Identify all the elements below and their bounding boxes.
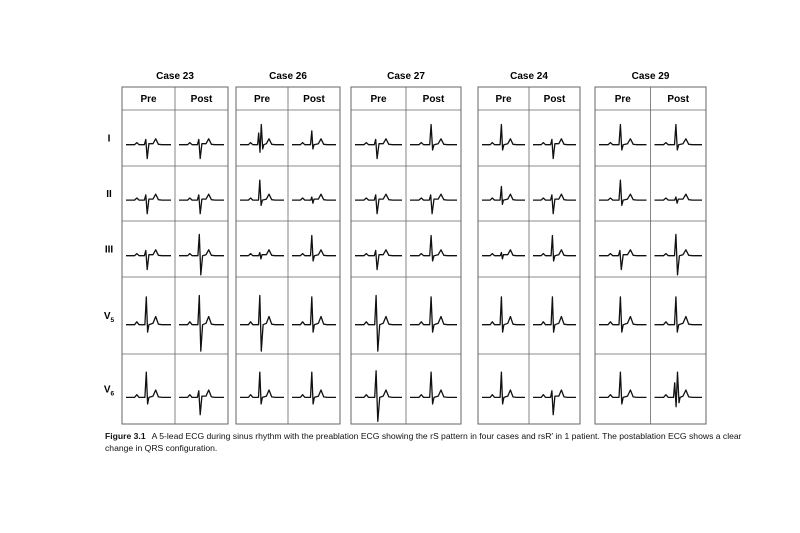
ecg-trace-pre <box>599 250 647 270</box>
ecg-trace-post <box>533 194 576 214</box>
pre-label: Pre <box>495 94 512 105</box>
post-label: Post <box>190 94 213 105</box>
lead-label: $V_6$ <box>103 384 115 398</box>
ecg-trace-pre <box>599 372 647 404</box>
post-label: Post <box>422 94 445 105</box>
ecg-trace-post <box>179 139 224 159</box>
ecg-trace-post <box>655 372 703 407</box>
lead-subscript: 5 <box>110 317 115 324</box>
lead-subscript: 6 <box>110 390 115 398</box>
caption-text: A 5-lead ECG during sinus rhythm with the preablation ECG showing the rS pattern in four cases and rsR′ in 1 patient. The postablation ECG shows a clear change in QRS configuration. <box>105 431 742 453</box>
ecg-trace-pre <box>355 139 402 159</box>
ecg-trace-pre <box>355 250 402 270</box>
ecg-trace-post <box>410 194 457 214</box>
ecg-trace-post <box>655 194 703 203</box>
case-title: Case 29 <box>631 71 670 82</box>
ecg-trace-pre <box>482 297 525 332</box>
lead-label: III <box>104 244 114 256</box>
ecg-trace-post <box>292 372 336 404</box>
ecg-trace-pre <box>482 187 525 205</box>
figure-caption <box>105 430 745 454</box>
ecg-trace-post <box>292 236 336 262</box>
ecg-trace-pre <box>599 125 647 151</box>
ecg-trace-post <box>292 131 336 149</box>
ecg-trace-pre <box>240 125 284 153</box>
ecg-trace-pre <box>126 297 171 332</box>
ecg-trace-post <box>410 236 457 262</box>
ecg-trace-pre <box>482 250 525 259</box>
lead-label: II <box>106 189 112 200</box>
case-title: Case 23 <box>156 71 194 82</box>
lead-labels <box>104 134 115 398</box>
ecg-trace-post <box>179 194 224 214</box>
caption-label: Figure 3.1 <box>105 431 146 441</box>
ecg-trace-post <box>179 234 224 275</box>
ecg-trace-post <box>179 390 224 415</box>
ecg-trace-post <box>410 372 457 404</box>
case-block <box>595 71 706 424</box>
ecg-trace-pre <box>126 139 171 159</box>
ecg-trace-pre <box>240 372 284 404</box>
pre-label: Pre <box>253 94 271 105</box>
case-groups <box>122 71 706 424</box>
case-title: Case 24 <box>510 71 548 82</box>
post-label: Post <box>303 94 325 105</box>
ecg-trace-post <box>292 297 336 332</box>
ecg-trace-post <box>179 296 224 352</box>
ecg-trace-post <box>292 194 336 203</box>
ecg-trace-pre <box>240 250 284 259</box>
ecg-trace-post <box>655 234 703 275</box>
ecg-trace-pre <box>599 297 647 332</box>
case-block <box>478 71 580 424</box>
case-title: Case 26 <box>269 71 307 82</box>
ecg-trace-pre <box>126 250 171 270</box>
ecg-trace-post <box>655 125 703 151</box>
pre-label: Pre <box>140 94 157 105</box>
pre-label: Pre <box>370 94 387 105</box>
ecg-trace-post <box>410 125 457 151</box>
ecg-trace-post <box>533 139 576 159</box>
ecg-trace-pre <box>355 296 402 352</box>
ecg-trace-post <box>533 390 576 415</box>
ecg-trace-post <box>655 297 703 332</box>
ecg-trace-post <box>533 236 576 262</box>
case-title: Case 27 <box>387 71 425 82</box>
ecg-trace-pre <box>126 372 171 404</box>
ecg-trace-pre <box>355 194 402 214</box>
lead-label: I <box>107 133 111 145</box>
ecg-trace-pre <box>240 296 284 352</box>
case-block <box>122 71 228 424</box>
lead-label: $V_5$ <box>103 311 115 324</box>
pre-label: Pre <box>614 94 631 105</box>
case-block <box>236 71 340 424</box>
ecg-trace-post <box>410 297 457 332</box>
post-label: Post <box>543 94 566 105</box>
ecg-trace-pre <box>482 372 525 404</box>
post-label: Post <box>667 94 690 105</box>
ecg-trace-pre <box>482 125 525 151</box>
ecg-trace-pre <box>126 194 171 214</box>
ecg-trace-pre <box>240 180 284 205</box>
ecg-trace-pre <box>355 371 402 422</box>
ecg-trace-post <box>533 297 576 332</box>
case-block <box>351 71 461 424</box>
ecg-trace-pre <box>599 180 647 205</box>
